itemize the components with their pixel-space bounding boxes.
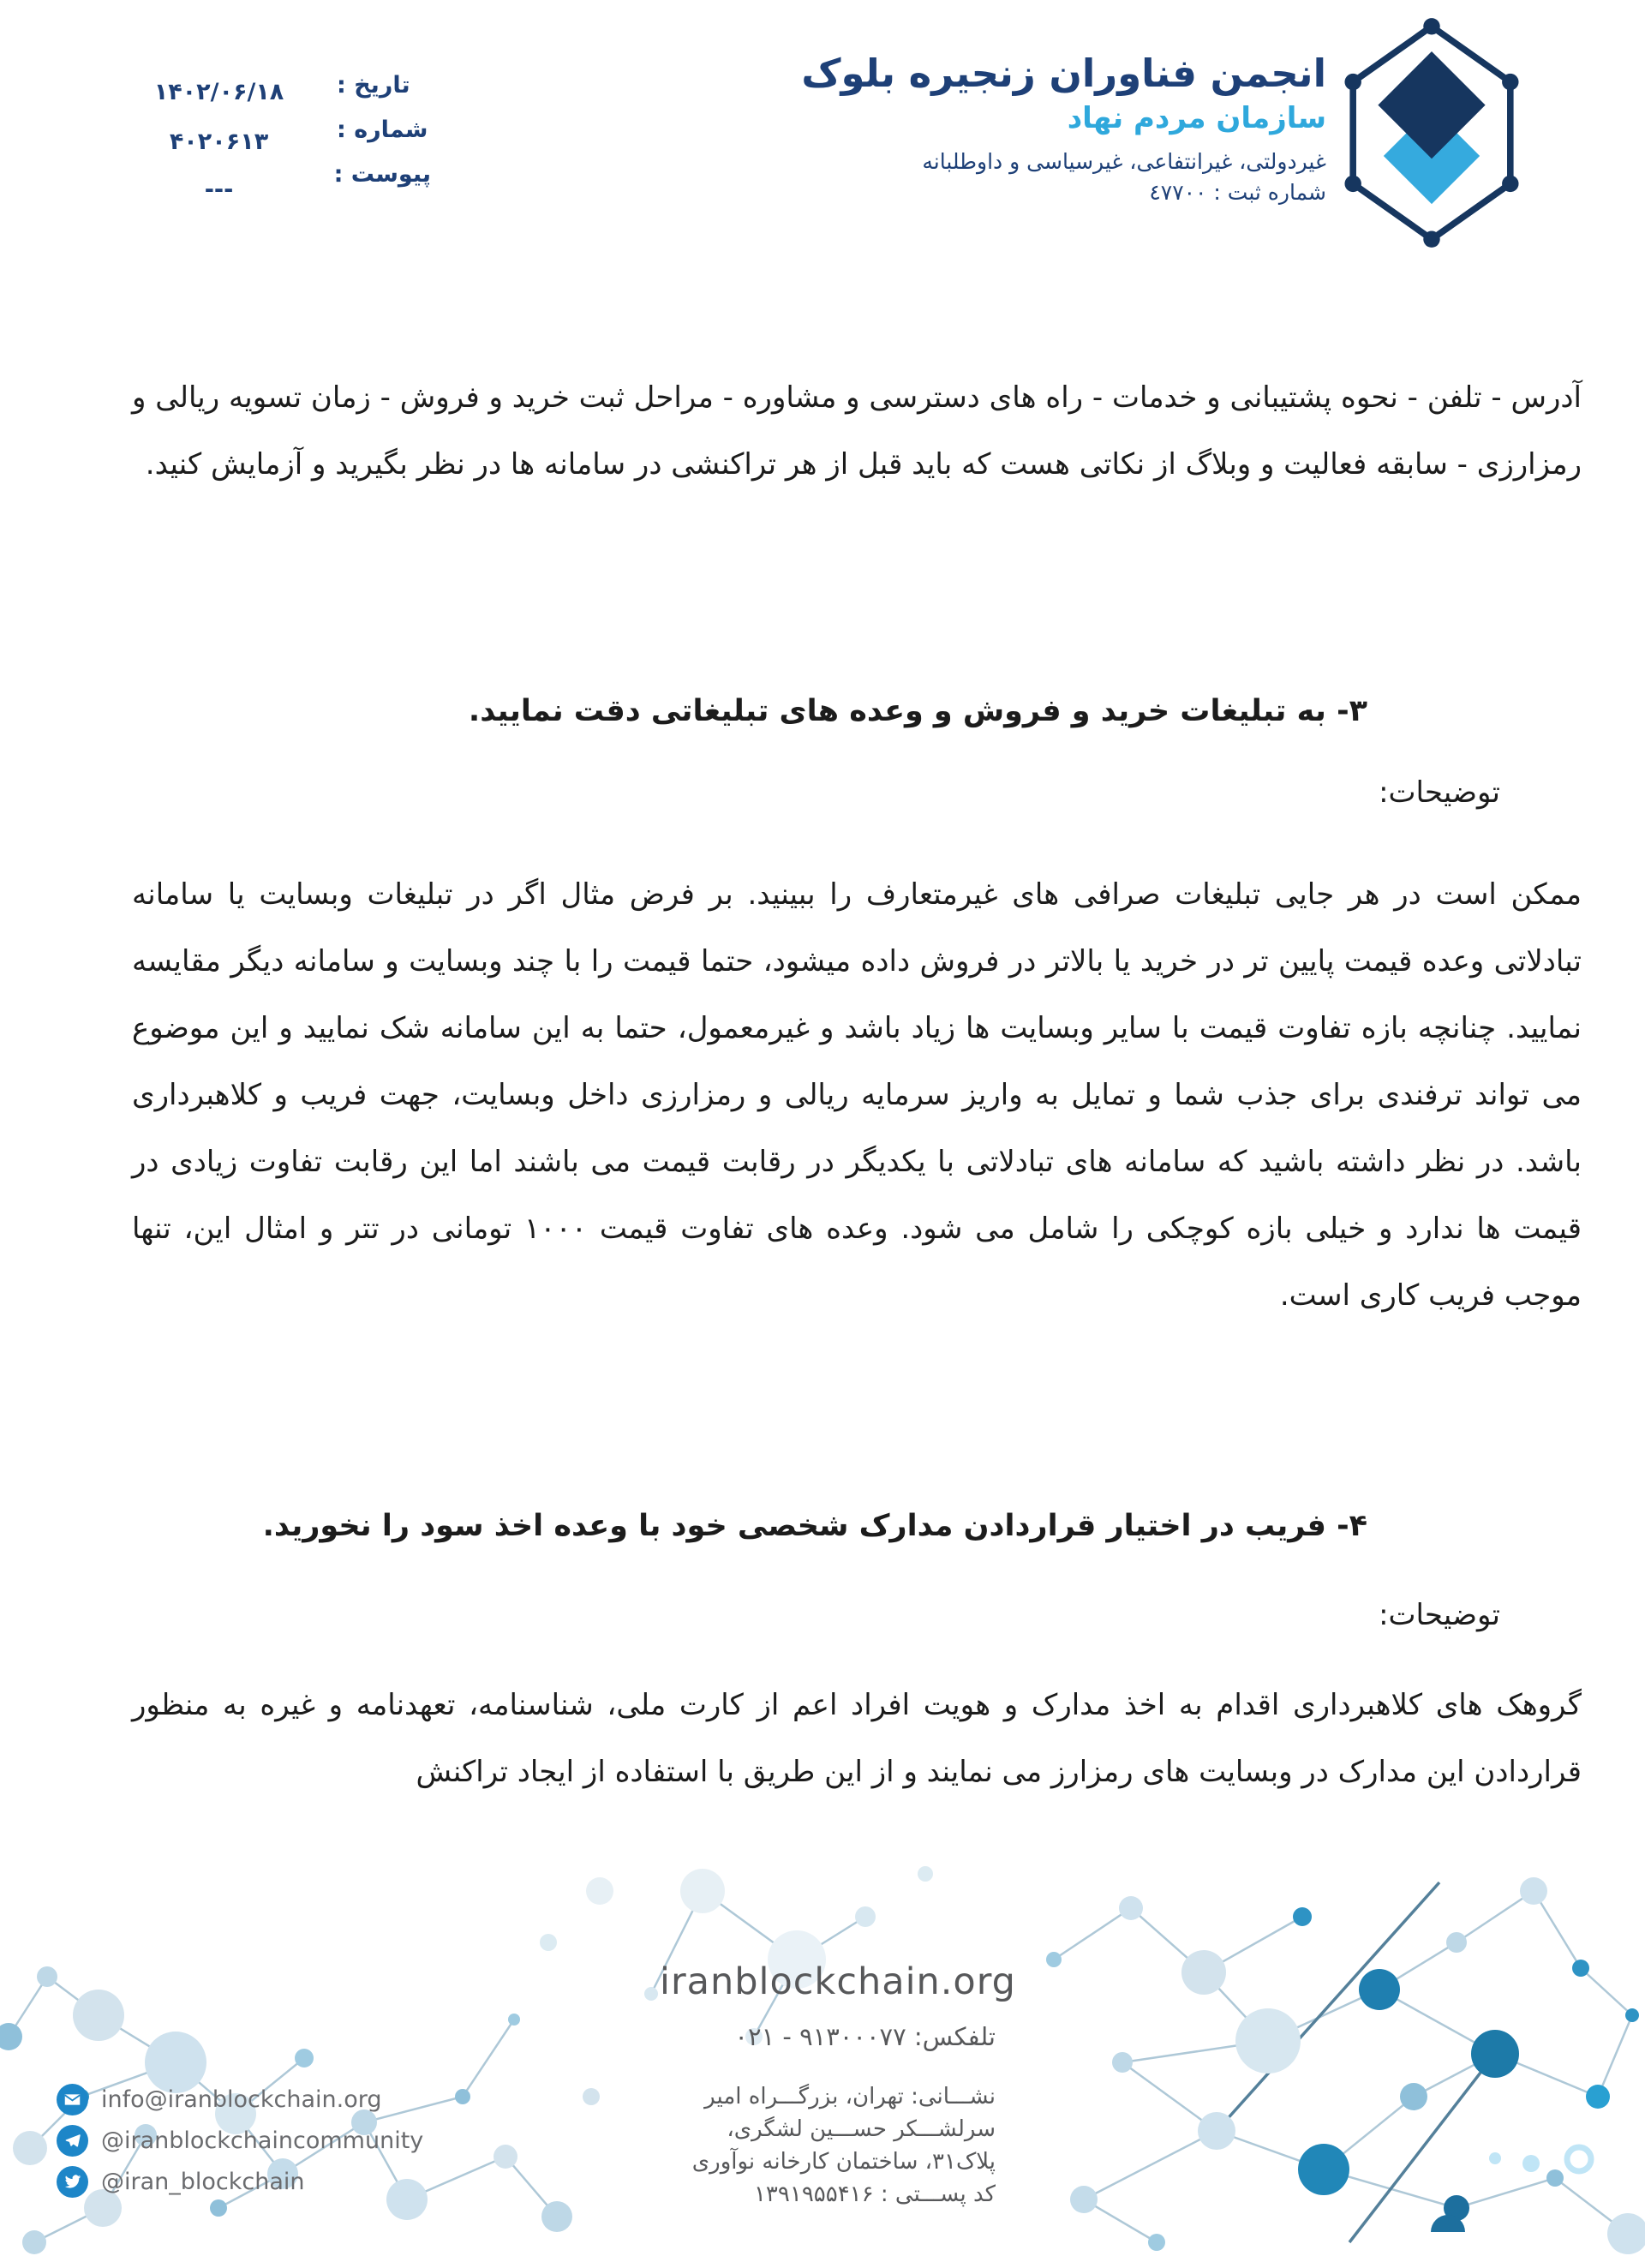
number-value: ۴۰۲۰۶۱۳ <box>169 129 269 155</box>
org-description: غیردولتی، غیرانتفاعی، غیرسیاسی و داوطلبانه <box>922 149 1326 175</box>
footer-address <box>660 2080 996 2211</box>
postal-code-line: کد پســـتی : ۱۳۹۱۹۵۵۴۱۶ <box>753 2181 996 2207</box>
date-value: ۱۴۰۲/۰۶/۱۸ <box>153 79 284 105</box>
org-name: انجمن فناوران زنجیره بلوک <box>801 51 1326 96</box>
twitter-handle: @iran_blockchain <box>101 2168 305 2195</box>
org-type: سازمان مردم نهاد <box>1067 101 1326 136</box>
section-3-heading: ۳- به تبلیغات خرید و فروش و وعده های تبلیغاتی دقت نمایید. <box>468 694 1367 728</box>
number-label: شماره : <box>337 117 428 143</box>
section-4-heading: ۴- فریب در اختیار قراردادن مدارک شخصی خود با وعده اخذ سود را نخورید. <box>262 1509 1367 1543</box>
telegram-handle: @iranblockchaincommunity <box>101 2127 424 2154</box>
twitter-icon <box>57 2166 88 2198</box>
telegram-icon <box>57 2125 88 2157</box>
social-row-twitter <box>57 2161 423 2202</box>
date-label: تاریخ : <box>337 72 410 99</box>
email-icon <box>57 2084 88 2115</box>
section-4-paragraph: گروهک های کلاهبرداری اقدام به اخذ مدارک و هویت افراد اعم از کارت ملی، شناسنامه، تعهدنامه و غیره به منظور قراردادن این مدارک در وبسایت های رمزارز می نمایند و از این طریق با استفاده از ایجاد تراکنش <box>132 1688 1582 1789</box>
section-3-paragraph: ممکن است در هر جایی تبلیغات صرافی های غیرمتعارف را ببینید. بر فرض مثال اگر در تبلیغات وبسایت یا سامانه تبادلاتی وعده قیمت پایین تر در خرید یا بالاتر در فروش داده میشود، حتما قیمت را با چند وبسایت و سامانه دیگر مقایسه نمایید. چنانچه بازه تفاوت قیمت با سایر وبسایت ها زیاد باشد و غیرمعمول، حتما به این سامانه شک نمایید و این موضوع می تواند ترفندی برای جذب شما و تمایل به واریز سرمایه ریالی و رمزارزی داخل وبسایت، جهت فریب و کلاهبرداری باشد. در نظر داشته باشید که سامانه های تبادلاتی با یکدیگر در رقابت قیمت می باشند اما این رقابت تفاوت زیادی در قیمت ها ندارد و خیلی بازه کوچکی را شامل می شود. وعده های تفاوت قیمت ۱۰۰۰ تومانی در تتر و امثال این، تنها موجب فریب کاری است. <box>132 877 1582 1313</box>
footer-website: iranblockchain.org <box>660 1960 1016 2003</box>
footer-social-block <box>57 2079 423 2202</box>
organization-logo <box>1339 17 1524 248</box>
email-handle: info@iranblockchain.org <box>101 2085 382 2113</box>
address-line: نشـــانی: تهران، بزرگـــراه امیر <box>704 2084 996 2109</box>
intro-paragraph: آدرس - تلفن - نحوه پشتیبانی و خدمات - راه های دسترسی و مشاوره - مراحل ثبت خرید و فروش - زمان تسویه ریالی و رمزارزی - سابقه فعالیت و وبلاگ از نکاتی هست که باید قبل از هر تراکنشی در سامانه ها در نظر بگیرید و آزمایش کنید. <box>132 380 1582 482</box>
address-line: پلاک۳۱، ساختمان کارخانه نوآوری <box>691 2149 996 2175</box>
section-3-label: توضیحات: <box>1379 775 1500 810</box>
footer-telefax: تلفکس: ۹۱۳۰۰۰۷۷ - ۰۲۱ <box>734 2022 996 2051</box>
attachment-label: پیوست : <box>333 161 431 188</box>
attachment-value: --- <box>204 177 234 203</box>
section-4-label: توضیحات: <box>1379 1598 1500 1632</box>
address-line: سرلشـــکر حســـین لشگری، <box>727 2116 996 2142</box>
org-registration: شماره ثبت : ٤٧٧٠٠ <box>1149 180 1326 206</box>
letterhead-org-block <box>771 50 1326 205</box>
social-row-email <box>57 2079 423 2120</box>
social-row-telegram <box>57 2120 423 2161</box>
hexagon-block-icon <box>1339 17 1524 248</box>
